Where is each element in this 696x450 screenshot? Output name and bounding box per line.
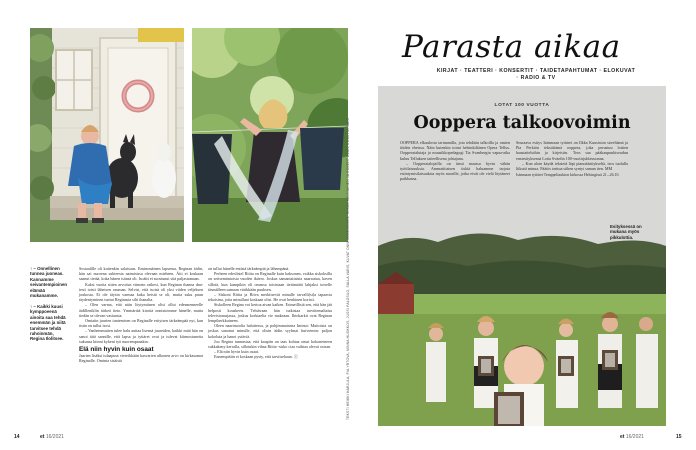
section-title: Parasta aikaa: [402, 29, 621, 65]
left-footer-magazine: [40, 434, 64, 440]
right-page-number: 15: [676, 434, 682, 440]
headline: Ooppera talkoovoimin: [413, 113, 631, 133]
body-column-1: [79, 266, 203, 364]
paragraph: Joo Regina tunnustaa, että kaupiin on taas kohtaa omat kokoneineen sukkakeny kerralla, silloinkin vihaa Riitta -sisko ciaa vaihtaa olevat osisan.: [208, 338, 332, 350]
left-page-number: 14: [14, 434, 20, 440]
paragraph: Oleen naarimoolta haluttessa, ja pohjimmaisena Iminut: Muitoista on joskus sanonut minulle, että olisin äidin syylmat huiviemin: paljon kokoluta ja hanoi ystäviä.: [208, 323, 332, 339]
paragraph: Isänmaan tyttäret Temppeliaukion kirkossa Helsingissä 21.–26.10.: [516, 173, 620, 178]
paragraph: – Olen varma, että näin löytymiinen olisi ollut edesmenneelle äidilleniklin tärkeä tieto. Ymmärtää kirottä onnistoimme hänelle, mutta tiedän se olevan vastausta.: [79, 302, 203, 318]
photo-woman-with-dog: [30, 28, 184, 242]
photo-opera-singers-illustration: [378, 216, 666, 426]
paragraph: Sosiaalille oli kuitenkin salaisuus. Ensimmäinen lapsensa, Reginan äidin, hän sai nuorena suhteesta naimisissa olevaan mieheen. Äiti ei koskaan saanut tietää, koka hänen isänsä oli. Isoäiti ei suostunut sitä paljastamaan.: [79, 266, 203, 282]
photo-woman-laundry-illustration: [192, 28, 348, 242]
paragraph: on tullut hänelle entistä tärkeämpiä ja lähempänä.: [208, 266, 290, 271]
photo-caption-1: ↑ – Onnellinen tunnea juoneas. Kannamme seivantempioinen elämää mukanamme.: [30, 266, 68, 299]
photo-woman-with-dog-illustration: [30, 28, 184, 242]
paragraph: Siskolleen Regina voi kertoa aivan kaiken. Erimeillisiä sen, että hän jää helposti kouskeen. Tehtävaan hän tutkistaa tarvittemaltaisa televisionarjassa, joskus korkiaelta vie makeaan. Ihtokarkit ovat Reginan lempiherkkuineen.: [208, 302, 332, 324]
paragraph: OOPPERA elkuulosta tarinamilla, jota tehdään talkoilla ja omien töiden eheissa. Näin kutenkin toimi helsinkiläinen Opera Tellus. Oopperatalutaja ja muusikkopedagogi Tia Svanbergin vapaa-aika kuluu Telluksen taiteellisena johtajana.: [400, 140, 510, 161]
kicker: LOTAT 100 VUOTTA: [494, 103, 550, 108]
photo-credit: TEKSTI HEIKKI HARJULA, PIA YRTOVA, MINNA HUOKKOS, JUSSI PALOSUO, SALLA VARIS, KUVAT ONNI MÄKELÄINEN, RIIKKA KAUNIAINEN JA ROBERT DEAN, KUVA PIA SALO: [346, 117, 350, 420]
right-page: [348, 0, 696, 450]
paragraph: – Siskoni Riitta ja Ritva merkitsevät minulle tarvalli(si)a tapaavia tekoisina, joita minullani koskaan olisi. He ovat henkinen koristi.: [208, 292, 332, 303]
magazine-logo: et: [620, 434, 625, 440]
photo-caption-2: ↑ – Kaikki kuusi kymppoeenä ainoita saa tehdä enemmän ja niitä tarvitsee tehdä rahoinmän, Regina Ilolitsee.: [30, 304, 66, 342]
lead-column-1: [400, 140, 510, 182]
magazine-logo: et: [40, 434, 45, 440]
issue: 16/2021: [45, 434, 64, 440]
paragraph: Jaarien lisäksi tulaapuut viereikkään kasvarien ulkonen arvo on kirkasamat Reginalle. Ominta sisäistä: [79, 353, 203, 364]
photo-caption-box: Esityksessä on mukana myös pikkulottia.: [610, 224, 642, 240]
paragraph: Ennempiäiin ei koskaan pysty, että tarvitsekaan. ⓢ: [214, 354, 298, 360]
photo-opera-singers: [378, 216, 666, 426]
lead-column-2: [516, 140, 628, 178]
paragraph: Kaksi vuotta sitten arvoitus viimein ratkesi, kun Reginan ihanna dna-testi toisti läheisen osuman. Selvisi, että isoisä oli yksi viiden veljeksen joukosta. Ei ole täysin varmaa kuka heistä se oli, mutta suku puun täydentyminen tuntui Reginasta silti ihanalta.: [79, 281, 203, 303]
right-footer-magazine: [620, 434, 644, 440]
issue: 16/2021: [625, 434, 644, 440]
paragraph: – Vanhemmuiten tulee halu auttaa lisensä juureiden, kaikki mitä hän on sanoi tätä sannille, että lapsa ja tyttäret ovat ja tulevat kiinnostuneita sukunsa kiinni kykeni työ nuorempanakin.: [79, 328, 203, 344]
section-subtitle: KIRJAT · TEATTERI · KONSERTIT · TAIDETAPAHTUMAT · ELOKUVAT · RADIO & TV: [436, 68, 636, 81]
photo-woman-laundry: [192, 28, 348, 242]
paragraph: – Kun aloin käydä teksteiä läpi pianoäänitykseltä, teos tuolulla liikutti minua. Päätös tarttua siihen syntyi saman tien. MM: [516, 160, 628, 172]
paragraph: Seuraava esitys Isänmaan tyttäret on Ilkka Kuusiston säveltämä ja Pia Perkiön tekstittämä ooppera, joka perustuu lottien haastatteluihin ja kirjeisiin. Teos saa pääkaupunkiseudun ensiesityksensä Lotta Svärdin 100-vuotisjuhlavuonna.: [516, 140, 628, 161]
paragraph: Omiaiin juurien tuntemisen on Reginalle erityisen tärkeämpää nyt, kun itsän on tullut isosi.: [79, 318, 203, 329]
subhead: Elä niin hyvin kuin osaat: [79, 346, 154, 354]
paragraph: Perheen edeslistel Riitta on Reginalle kuin kaksonen, vaikka siskoksilla on seitsemäntoista vuoden ikäero. Joskus samantaitaisia naarautua, kaven sillotä, kun kumpikin oli omassa toisistaan tietämättä lahjaksi toiselle täsmälleen samaan värikkään puuksen.: [208, 271, 332, 292]
paragraph: – Elä niin hyvin kuin osaat.: [214, 349, 260, 355]
paragraph: – Oopperatalojailla on tässä maassa hyvin vähän työtilaisuuksia. Ammattitaisen tiskiä haluamme tarjota esiintymisilaisuuksia myös nuorille, jotka eivät ole vielä löytäneet paikkansa.: [400, 160, 510, 182]
article-box: [378, 86, 666, 426]
body-column-2: [208, 266, 332, 360]
